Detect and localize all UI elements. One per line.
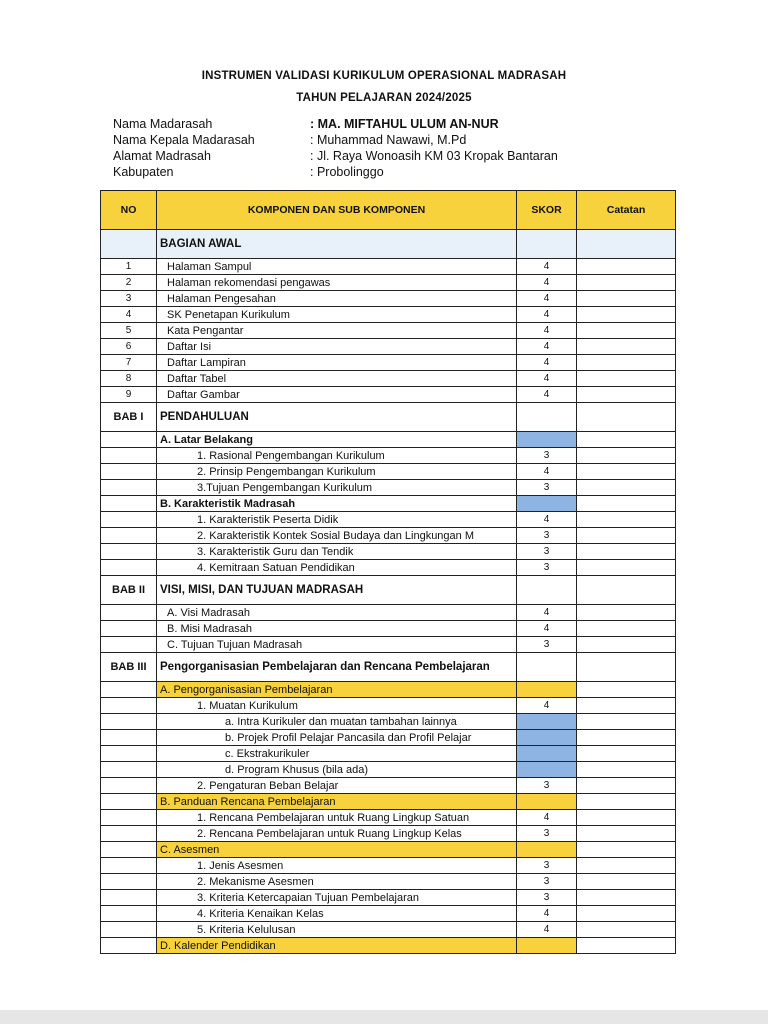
table-row xyxy=(101,432,676,448)
cell-skor: 4 xyxy=(517,307,577,323)
cell-komponen: C. Tujuan Tujuan Madrasah xyxy=(157,637,517,653)
cell-komponen: Halaman Sampul xyxy=(157,259,517,275)
cell-catatan xyxy=(577,858,676,874)
cell-komponen: 2. Karakteristik Kontek Sosial Budaya dan Lingkungan M xyxy=(157,528,517,544)
cell-komponen: 1. Karakteristik Peserta Didik xyxy=(157,512,517,528)
document-subtitle: TAHUN PELAJARAN 2024/2025 xyxy=(296,92,472,104)
cell-catatan xyxy=(577,794,676,810)
cell-skor: 4 xyxy=(517,259,577,275)
table-header-row xyxy=(101,191,676,230)
table-row xyxy=(101,637,676,653)
cell-komponen: 1. Rasional Pengembangan Kurikulum xyxy=(157,448,517,464)
cell-catatan xyxy=(577,259,676,275)
cell-catatan xyxy=(577,355,676,371)
cell-catatan xyxy=(577,403,676,432)
cell-skor xyxy=(517,730,577,746)
table-row xyxy=(101,762,676,778)
cell-skor xyxy=(517,653,577,682)
cell-no xyxy=(101,858,157,874)
cell-catatan xyxy=(577,496,676,512)
cell-catatan xyxy=(577,291,676,307)
cell-no: 2 xyxy=(101,275,157,291)
cell-catatan xyxy=(577,307,676,323)
cell-no xyxy=(101,730,157,746)
cell-catatan xyxy=(577,387,676,403)
table-row xyxy=(101,874,676,890)
table-row xyxy=(101,605,676,621)
cell-catatan xyxy=(577,682,676,698)
col-header-catatan: Catatan xyxy=(577,191,676,230)
cell-no xyxy=(101,778,157,794)
cell-skor: 4 xyxy=(517,387,577,403)
cell-catatan xyxy=(577,810,676,826)
cell-komponen: Daftar Isi xyxy=(157,339,517,355)
cell-komponen: 4. Kriteria Kenaikan Kelas xyxy=(157,906,517,922)
cell-skor xyxy=(517,842,577,858)
cell-no: 8 xyxy=(101,371,157,387)
cell-skor: 4 xyxy=(517,291,577,307)
cell-no xyxy=(101,762,157,778)
cell-komponen: d. Program Khusus (bila ada) xyxy=(157,762,517,778)
cell-komponen: PENDAHULUAN xyxy=(157,403,517,432)
cell-skor xyxy=(517,432,577,448)
table-row xyxy=(101,714,676,730)
info-value: : Probolinggo xyxy=(310,165,384,179)
cell-catatan xyxy=(577,778,676,794)
cell-komponen: B. Panduan Rencana Pembelajaran xyxy=(157,794,517,810)
cell-no xyxy=(101,874,157,890)
cell-skor: 4 xyxy=(517,810,577,826)
cell-komponen: 4. Kemitraan Satuan Pendidikan xyxy=(157,560,517,576)
cell-skor xyxy=(517,230,577,259)
cell-skor: 3 xyxy=(517,448,577,464)
cell-skor: 4 xyxy=(517,464,577,480)
cell-komponen: a. Intra Kurikuler dan muatan tambahan lainnya xyxy=(157,714,517,730)
table-row xyxy=(101,682,676,698)
cell-catatan xyxy=(577,922,676,938)
cell-catatan xyxy=(577,339,676,355)
cell-no xyxy=(101,230,157,259)
cell-catatan xyxy=(577,544,676,560)
cell-skor xyxy=(517,496,577,512)
table-row xyxy=(101,730,676,746)
cell-no xyxy=(101,432,157,448)
cell-catatan xyxy=(577,560,676,576)
cell-no xyxy=(101,922,157,938)
cell-no: 5 xyxy=(101,323,157,339)
cell-catatan xyxy=(577,528,676,544)
info-label: Nama Kepala Madarasah xyxy=(113,133,255,147)
cell-skor: 3 xyxy=(517,544,577,560)
table-row xyxy=(101,698,676,714)
cell-skor xyxy=(517,794,577,810)
cell-komponen: Halaman rekomendasi pengawas xyxy=(157,275,517,291)
cell-komponen: A. Visi Madrasah xyxy=(157,605,517,621)
cell-skor xyxy=(517,714,577,730)
cell-komponen: 2. Mekanisme Asesmen xyxy=(157,874,517,890)
table-row xyxy=(101,938,676,954)
cell-catatan xyxy=(577,874,676,890)
table-row xyxy=(101,387,676,403)
cell-skor: 4 xyxy=(517,922,577,938)
info-label: Kabupaten xyxy=(113,165,174,179)
cell-skor: 4 xyxy=(517,371,577,387)
cell-skor: 4 xyxy=(517,323,577,339)
section-row xyxy=(101,576,676,605)
cell-komponen: B. Karakteristik Madrasah xyxy=(157,496,517,512)
cell-komponen: 2. Pengaturan Beban Belajar xyxy=(157,778,517,794)
cell-no: 3 xyxy=(101,291,157,307)
table-row xyxy=(101,355,676,371)
cell-catatan xyxy=(577,275,676,291)
col-header-no: NO xyxy=(101,191,157,230)
cell-no: 7 xyxy=(101,355,157,371)
cell-no: 1 xyxy=(101,259,157,275)
cell-skor: 4 xyxy=(517,512,577,528)
cell-komponen: A. Pengorganisasian Pembelajaran xyxy=(157,682,517,698)
cell-catatan xyxy=(577,730,676,746)
cell-komponen: 1. Rencana Pembelajaran untuk Ruang Lingkup Satuan xyxy=(157,810,517,826)
table-row xyxy=(101,746,676,762)
cell-komponen: 5. Kriteria Kelulusan xyxy=(157,922,517,938)
cell-komponen: BAGIAN AWAL xyxy=(157,230,517,259)
table-row xyxy=(101,906,676,922)
cell-komponen: VISI, MISI, DAN TUJUAN MADRASAH xyxy=(157,576,517,605)
table-row xyxy=(101,339,676,355)
table-row xyxy=(101,448,676,464)
cell-komponen: B. Misi Madrasah xyxy=(157,621,517,637)
cell-komponen: Daftar Gambar xyxy=(157,387,517,403)
table-row xyxy=(101,890,676,906)
table-row xyxy=(101,826,676,842)
cell-skor: 4 xyxy=(517,698,577,714)
cell-skor: 4 xyxy=(517,621,577,637)
cell-no xyxy=(101,621,157,637)
cell-catatan xyxy=(577,906,676,922)
cell-skor xyxy=(517,762,577,778)
table-row xyxy=(101,778,676,794)
table-row xyxy=(101,858,676,874)
cell-catatan xyxy=(577,938,676,954)
cell-komponen: A. Latar Belakang xyxy=(157,432,517,448)
cell-no xyxy=(101,842,157,858)
table-body xyxy=(101,230,676,954)
cell-no xyxy=(101,560,157,576)
cell-skor: 3 xyxy=(517,560,577,576)
cell-skor: 3 xyxy=(517,874,577,890)
table-row xyxy=(101,560,676,576)
cell-no: 9 xyxy=(101,387,157,403)
cell-no xyxy=(101,512,157,528)
cell-no xyxy=(101,496,157,512)
cell-no xyxy=(101,464,157,480)
info-label: Alamat Madrasah xyxy=(113,149,211,163)
cell-catatan xyxy=(577,480,676,496)
table-row xyxy=(101,464,676,480)
cell-skor xyxy=(517,576,577,605)
cell-catatan xyxy=(577,432,676,448)
cell-no xyxy=(101,544,157,560)
table-row xyxy=(101,810,676,826)
cell-komponen: Daftar Lampiran xyxy=(157,355,517,371)
cell-skor: 3 xyxy=(517,826,577,842)
col-header-komponen: KOMPONEN DAN SUB KOMPONEN xyxy=(157,191,517,230)
cell-skor: 4 xyxy=(517,275,577,291)
cell-skor: 3 xyxy=(517,528,577,544)
section-row xyxy=(101,230,676,259)
cell-no xyxy=(101,682,157,698)
cell-no xyxy=(101,890,157,906)
cell-skor xyxy=(517,682,577,698)
cell-catatan xyxy=(577,714,676,730)
info-value: : Jl. Raya Wonoasih KM 03 Kropak Bantaran xyxy=(310,149,558,163)
cell-no: 6 xyxy=(101,339,157,355)
cell-komponen: D. Kalender Pendidikan xyxy=(157,938,517,954)
cell-skor: 3 xyxy=(517,480,577,496)
cell-no xyxy=(101,448,157,464)
cell-catatan xyxy=(577,464,676,480)
cell-komponen: 3. Karakteristik Guru dan Tendik xyxy=(157,544,517,560)
cell-catatan xyxy=(577,890,676,906)
cell-komponen: 3.Tujuan Pengembangan Kurikulum xyxy=(157,480,517,496)
cell-no: 4 xyxy=(101,307,157,323)
table-row xyxy=(101,544,676,560)
cell-no: BAB II xyxy=(101,576,157,605)
cell-komponen: c. Ekstrakurikuler xyxy=(157,746,517,762)
table-row xyxy=(101,842,676,858)
cell-komponen: Kata Pengantar xyxy=(157,323,517,339)
cell-catatan xyxy=(577,605,676,621)
info-value: : MA. MIFTAHUL ULUM AN-NUR xyxy=(310,117,499,131)
cell-komponen: 2. Rencana Pembelajaran untuk Ruang Lingkup Kelas xyxy=(157,826,517,842)
col-header-skor: SKOR xyxy=(517,191,577,230)
document-title: INSTRUMEN VALIDASI KURIKULUM OPERASIONAL MADRASAH xyxy=(201,70,567,82)
cell-skor: 3 xyxy=(517,858,577,874)
cell-no xyxy=(101,605,157,621)
cell-catatan xyxy=(577,826,676,842)
section-row xyxy=(101,653,676,682)
table-row xyxy=(101,922,676,938)
cell-no xyxy=(101,906,157,922)
cell-skor: 4 xyxy=(517,355,577,371)
cell-no xyxy=(101,637,157,653)
page-edge xyxy=(0,1010,768,1024)
cell-no xyxy=(101,714,157,730)
cell-catatan xyxy=(577,621,676,637)
cell-no xyxy=(101,826,157,842)
cell-komponen: C. Asesmen xyxy=(157,842,517,858)
cell-no xyxy=(101,794,157,810)
info-label: Nama Madarasah xyxy=(113,117,213,131)
table-row xyxy=(101,794,676,810)
cell-komponen: b. Projek Profil Pelajar Pancasila dan Profil Pelajar xyxy=(157,730,517,746)
table-row xyxy=(101,323,676,339)
cell-catatan xyxy=(577,512,676,528)
cell-catatan xyxy=(577,371,676,387)
cell-catatan xyxy=(577,230,676,259)
table-row xyxy=(101,371,676,387)
cell-komponen: 1. Jenis Asesmen xyxy=(157,858,517,874)
table-row xyxy=(101,307,676,323)
cell-no: BAB I xyxy=(101,403,157,432)
cell-no xyxy=(101,698,157,714)
cell-skor: 4 xyxy=(517,906,577,922)
info-value: : Muhammad Nawawi, M.Pd xyxy=(310,133,467,147)
validation-table xyxy=(100,190,676,954)
cell-no xyxy=(101,810,157,826)
cell-catatan xyxy=(577,698,676,714)
cell-no xyxy=(101,746,157,762)
cell-skor xyxy=(517,938,577,954)
cell-no xyxy=(101,938,157,954)
cell-no xyxy=(101,480,157,496)
cell-catatan xyxy=(577,746,676,762)
cell-skor: 4 xyxy=(517,339,577,355)
cell-catatan xyxy=(577,637,676,653)
table-row xyxy=(101,291,676,307)
cell-komponen: 3. Kriteria Ketercapaian Tujuan Pembelajaran xyxy=(157,890,517,906)
cell-komponen: 2. Prinsip Pengembangan Kurikulum xyxy=(157,464,517,480)
cell-skor: 3 xyxy=(517,637,577,653)
cell-no: BAB III xyxy=(101,653,157,682)
section-row xyxy=(101,403,676,432)
cell-catatan xyxy=(577,448,676,464)
cell-skor: 3 xyxy=(517,890,577,906)
cell-catatan xyxy=(577,842,676,858)
table-row xyxy=(101,512,676,528)
cell-skor xyxy=(517,403,577,432)
cell-komponen: Halaman Pengesahan xyxy=(157,291,517,307)
cell-catatan xyxy=(577,762,676,778)
table-row xyxy=(101,621,676,637)
table-row xyxy=(101,528,676,544)
cell-komponen: Pengorganisasian Pembelajaran dan Rencana Pembelajaran xyxy=(157,653,517,682)
table-row xyxy=(101,275,676,291)
table-row xyxy=(101,496,676,512)
table-row xyxy=(101,259,676,275)
cell-komponen: Daftar Tabel xyxy=(157,371,517,387)
cell-komponen: 1. Muatan Kurikulum xyxy=(157,698,517,714)
cell-skor: 4 xyxy=(517,605,577,621)
cell-catatan xyxy=(577,653,676,682)
cell-komponen: SK Penetapan Kurikulum xyxy=(157,307,517,323)
table-row xyxy=(101,480,676,496)
cell-catatan xyxy=(577,576,676,605)
cell-catatan xyxy=(577,323,676,339)
cell-skor xyxy=(517,746,577,762)
cell-skor: 3 xyxy=(517,778,577,794)
cell-no xyxy=(101,528,157,544)
